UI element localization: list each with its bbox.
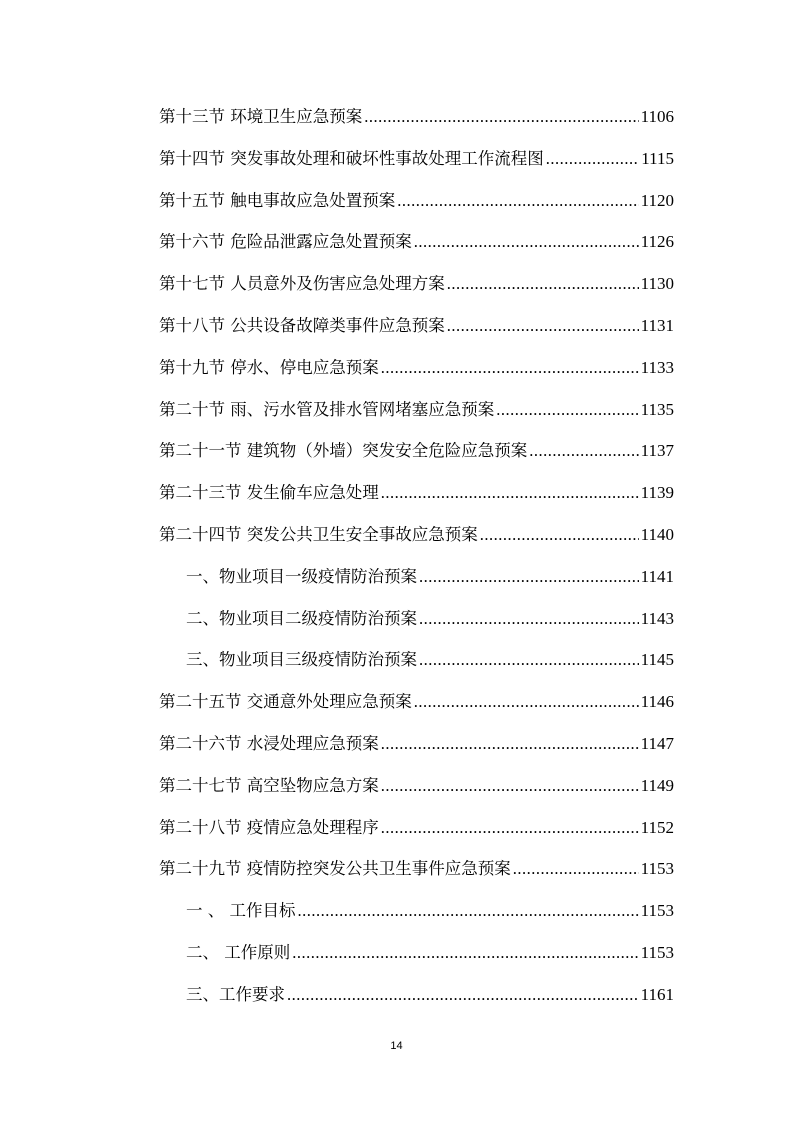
table-of-contents xyxy=(159,96,674,1016)
toc-entry[interactable] xyxy=(159,138,674,180)
toc-entry-label: 一 、 工作目标 xyxy=(186,901,296,921)
toc-entry-label: 第二十七节 高空坠物应急方案 xyxy=(159,775,379,795)
toc-leader-dots xyxy=(414,681,639,723)
toc-leader-dots xyxy=(397,180,638,222)
toc-entry[interactable] xyxy=(159,96,674,138)
toc-leader-dots xyxy=(480,514,639,556)
toc-entry-page: 1133 xyxy=(640,357,674,377)
toc-entry-page: 1120 xyxy=(640,190,674,210)
toc-entry[interactable] xyxy=(159,723,674,765)
toc-entry-page: 1147 xyxy=(640,733,674,753)
toc-entry-page: 1106 xyxy=(640,107,674,126)
toc-entry-label: 第二十一节 建筑物（外墙）突发安全危险应急预案 xyxy=(159,441,528,461)
toc-subentry[interactable] xyxy=(159,556,674,598)
toc-entry-label: 第二十五节 交通意外处理应急预案 xyxy=(159,692,412,712)
toc-entry-label: 三、物业项目三级疫情防治预案 xyxy=(186,650,417,670)
toc-entry-page: 1126 xyxy=(640,232,674,252)
toc-leader-dots xyxy=(419,598,639,640)
toc-entry-label: 第十六节 危险品泄露应急处置预案 xyxy=(159,232,412,252)
toc-entry[interactable] xyxy=(159,221,674,263)
toc-leader-dots xyxy=(419,556,639,598)
toc-leader-dots xyxy=(546,138,640,180)
toc-leader-dots xyxy=(287,974,639,1016)
toc-entry[interactable] xyxy=(159,430,674,472)
toc-entry-label: 第二十节 雨、污水管及排水管网堵塞应急预案 xyxy=(159,399,495,419)
toc-entry-page: 1141 xyxy=(640,566,674,586)
toc-entry-page: 1161 xyxy=(640,984,674,1004)
toc-leader-dots xyxy=(419,639,639,681)
toc-entry-page: 1152 xyxy=(640,817,674,837)
toc-leader-dots xyxy=(447,305,639,347)
toc-leader-dots xyxy=(496,389,638,431)
toc-entry[interactable] xyxy=(159,681,674,723)
toc-entry-label: 第十五节 触电事故应急处置预案 xyxy=(159,190,396,210)
toc-entry-page: 1115 xyxy=(641,148,674,168)
toc-subentry[interactable] xyxy=(159,639,674,681)
toc-entry-label: 第二十九节 疫情防控突发公共卫生事件应急预案 xyxy=(159,859,511,879)
toc-leader-dots xyxy=(381,472,639,514)
toc-entry-page: 1146 xyxy=(640,692,674,712)
toc-entry-page: 1153 xyxy=(640,942,674,962)
toc-entry-page: 1145 xyxy=(640,650,674,670)
toc-entry[interactable] xyxy=(159,347,674,389)
toc-leader-dots xyxy=(298,890,639,932)
toc-entry-page: 1135 xyxy=(640,399,674,419)
toc-leader-dots xyxy=(381,765,639,807)
toc-entry[interactable] xyxy=(159,807,674,849)
toc-entry-label: 三、工作要求 xyxy=(186,984,285,1004)
toc-entry-label: 第二十三节 发生偷车应急处理 xyxy=(159,483,379,503)
toc-entry-label: 第十八节 公共设备故障类事件应急预案 xyxy=(159,315,445,335)
page-number: 14 xyxy=(390,1040,403,1052)
toc-entry-page: 1143 xyxy=(640,608,674,628)
toc-entry-page: 1153 xyxy=(640,859,674,879)
toc-entry-page: 1153 xyxy=(640,901,674,921)
toc-entry-label: 第二十八节 疫情应急处理程序 xyxy=(159,817,379,837)
toc-entry[interactable] xyxy=(159,472,674,514)
toc-leader-dots xyxy=(513,848,639,890)
toc-entry[interactable] xyxy=(159,848,674,890)
toc-entry-page: 1140 xyxy=(640,524,674,544)
toc-entry-label: 第十七节 人员意外及伤害应急处理方案 xyxy=(159,274,445,294)
toc-entry-label: 第十三节 环境卫生应急预案 xyxy=(159,107,363,126)
toc-entry[interactable] xyxy=(159,263,674,305)
toc-leader-dots xyxy=(529,430,638,472)
toc-subentry[interactable] xyxy=(159,974,674,1016)
toc-leader-dots xyxy=(381,723,639,765)
toc-entry-label: 一、物业项目一级疫情防治预案 xyxy=(186,566,417,586)
toc-entry-label: 二、物业项目二级疫情防治预案 xyxy=(186,608,417,628)
toc-entry-label: 第十四节 突发事故处理和破坏性事故处理工作流程图 xyxy=(159,148,544,168)
toc-leader-dots xyxy=(414,221,639,263)
toc-entry-page: 1130 xyxy=(640,274,674,294)
toc-entry-page: 1139 xyxy=(640,483,674,503)
toc-entry-label: 第二十四节 突发公共卫生安全事故应急预案 xyxy=(159,524,478,544)
toc-entry-page: 1131 xyxy=(640,315,674,335)
toc-leader-dots xyxy=(292,932,638,974)
toc-leader-dots xyxy=(381,807,639,849)
toc-leader-dots xyxy=(447,263,639,305)
toc-entry[interactable] xyxy=(159,180,674,222)
toc-entry[interactable] xyxy=(159,765,674,807)
toc-subentry[interactable] xyxy=(159,890,674,932)
toc-subentry[interactable] xyxy=(159,598,674,640)
toc-entry-label: 第二十六节 水浸处理应急预案 xyxy=(159,733,379,753)
toc-entry-label: 第十九节 停水、停电应急预案 xyxy=(159,357,379,377)
toc-entry-label: 二、 工作原则 xyxy=(186,942,291,962)
toc-entry[interactable] xyxy=(159,305,674,347)
toc-leader-dots xyxy=(364,96,638,138)
toc-entry[interactable] xyxy=(159,514,674,556)
toc-entry-page: 1149 xyxy=(640,775,674,795)
toc-entry-page: 1137 xyxy=(640,441,674,461)
toc-subentry[interactable] xyxy=(159,932,674,974)
toc-leader-dots xyxy=(381,347,639,389)
toc-entry[interactable] xyxy=(159,389,674,431)
